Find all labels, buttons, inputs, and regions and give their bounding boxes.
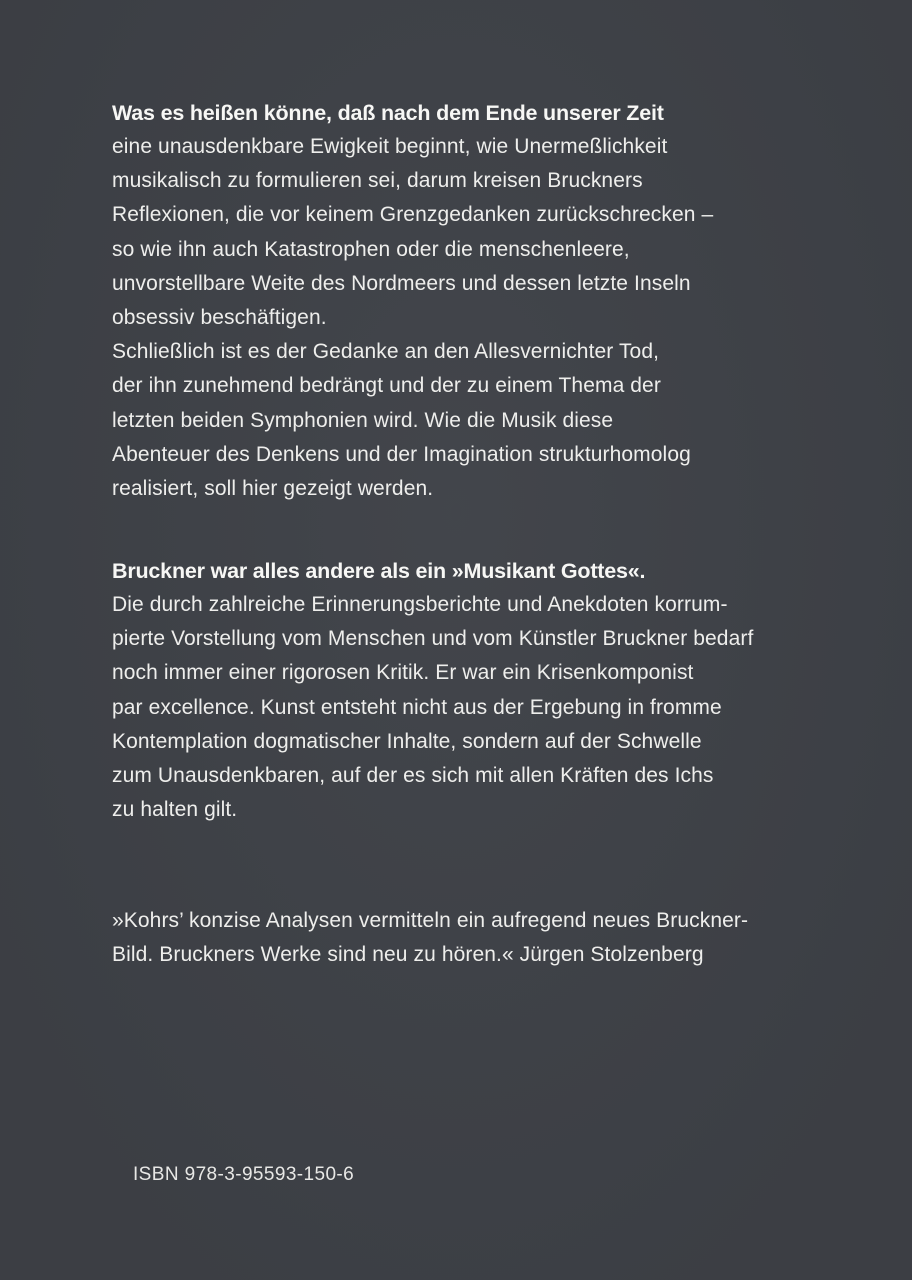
section-1-line: Reflexionen, die vor keinem Grenzgedanken zurückschrecken – xyxy=(112,203,714,227)
section-2-line: Die durch zahlreiche Erinnerungsberichte und Anekdoten korrum- xyxy=(112,593,728,616)
section-2-line: noch immer einer rigorosen Kritik. Er war ein Krisenkomponist xyxy=(112,661,694,685)
isbn-number: ISBN 978-3-95593-150-6 xyxy=(133,1164,355,1185)
section-2-line: pierte Vorstellung vom Menschen und vom Künstler Bruckner bedarf xyxy=(112,627,754,651)
section-1-line: Schließlich ist es der Gedanke an den Allesvernichter Tod, xyxy=(112,340,660,364)
section-1-line: so wie ihn auch Katastrophen oder die menschenleere, xyxy=(112,237,630,261)
section-2-line: par excellence. Kunst entsteht nicht aus der Ergebung in fromme xyxy=(112,695,722,719)
section-2-heading: Bruckner war alles andere als ein »Musikant Gottes«. xyxy=(112,559,646,583)
section-1-line: obsessiv beschäftigen. xyxy=(112,306,327,330)
section-1-line: unvorstellbare Weite des Nordmeers und dessen letzte Inseln xyxy=(112,271,691,295)
blurb-section-2 xyxy=(112,554,792,827)
review-quote xyxy=(112,904,792,972)
section-1-line: Abenteuer des Denkens und der Imagination strukturhomolog xyxy=(112,442,691,466)
section-1-line: eine unausdenkbare Ewigkeit beginnt, wie Unermeßlichkeit xyxy=(112,135,668,158)
section-2-line: zu halten gilt. xyxy=(112,798,238,822)
quote-line: Bild. Bruckners Werke sind neu zu hören.« Jürgen Stolzenberg xyxy=(112,943,704,967)
section-1-line: der ihn zunehmend bedrängt und der zu einem Thema der xyxy=(112,374,661,398)
section-1-line: letzten beiden Symphonien wird. Wie die Musik diese xyxy=(112,408,614,432)
section-2-line: Kontemplation dogmatischer Inhalte, sondern auf der Schwelle xyxy=(112,729,702,753)
section-1-heading: Was es heißen könne, daß nach dem Ende unserer Zeit xyxy=(112,101,664,125)
quote-line: »Kohrs’ konzise Analysen vermitteln ein aufregend neues Bruckner- xyxy=(112,909,749,932)
section-1-line: musikalisch zu formulieren sei, darum kreisen Bruckners xyxy=(112,169,643,193)
section-2-line: zum Unausdenkbaren, auf der es sich mit allen Kräften des Ichs xyxy=(112,764,714,788)
section-1-line: realisiert, soll hier gezeigt werden. xyxy=(112,477,434,501)
blurb-section-1 xyxy=(112,96,792,506)
